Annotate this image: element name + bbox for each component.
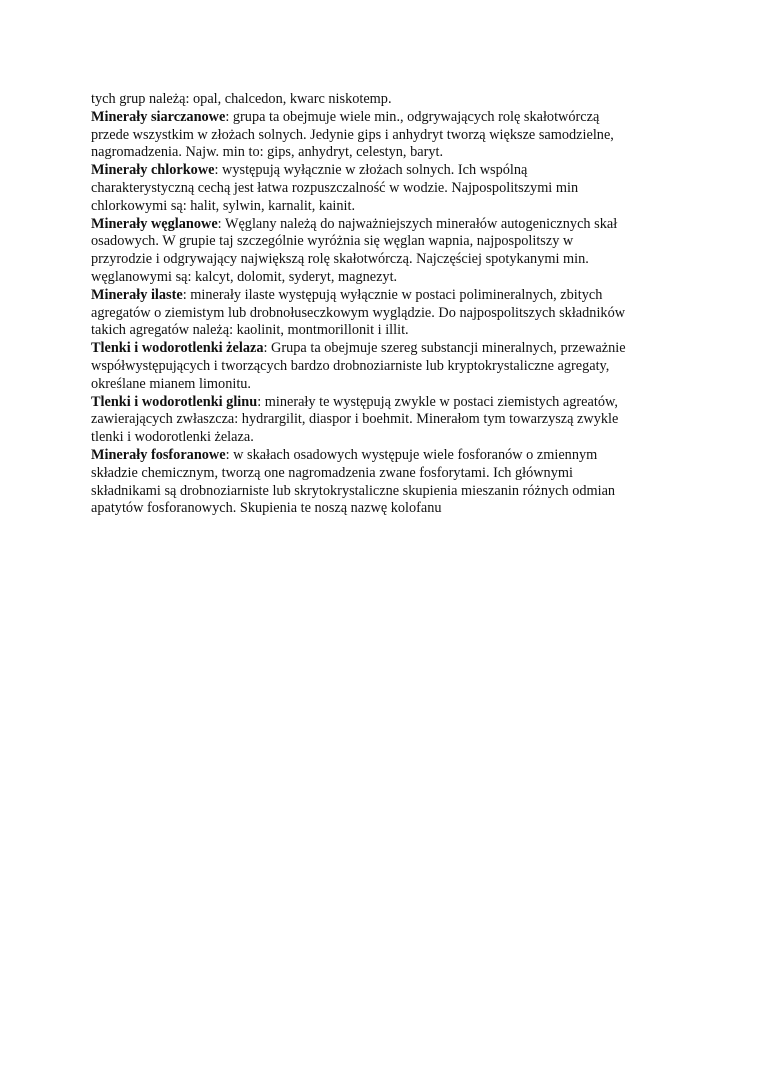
section-text: : minerały ilaste występują wyłącznie w postaci polimineralnych, zbitych agregatów o ziemistym lub drobnołuseczkowym wyglądzie. Do najpospolitszych składników takich agregatów należą: kaolinit, montmorillonit i illit. <box>91 286 626 339</box>
section-term: Minerały ilaste <box>91 286 183 303</box>
section-text: : w skałach osadowych występuje wiele fosforanów o zmiennym składzie chemicznym, tworzą one nagromadzenia zwane fosforytami. Ich głównymi składnikami są drobnoziarniste lub skrytokrystaliczne skupienia mieszanin różnych odmian apatytów fosforanowych. Skupienia te noszą nazwę kolofanu <box>91 446 616 517</box>
section-term: Minerały węglanowe <box>91 215 218 232</box>
section-text: : występują wyłącznie w złożach solnych. Ich wspólną charakterystyczną cechą jest łatwa rozpuszczalność w wodzie. Najpospolitszymi min chlorkowymi są: halit, sylwin, karnalit, kainit. <box>91 162 579 214</box>
section-text: : grupa ta obejmuje wiele min., odgrywających rolę skałotwórczą przede wszystkim w złożach solnych. Jedynie gips i anhydryt tworzą większe samodzielne, nagromadzenia. Najw. min to: gips, anhydryt, celestyn, baryt. <box>91 108 614 161</box>
section-text: : Grupa ta obejmuje szereg substancji mineralnych, przeważnie współwystępujących i tworzących bardzo drobnoziarniste lub kryptokrystaliczne agregaty, określane mianem limonitu. <box>91 340 626 392</box>
section-term: Tlenki i wodorotlenki glinu <box>91 393 258 410</box>
section-carbonate-minerals <box>91 216 671 287</box>
section-text: : minerały te występują zwykle w postaci ziemistych agreatów, zawierających zwłaszcza: hydrargilit, diaspor i boehmit. Minerałom tym towarzyszą zwykle tlenki i wodorotlenki żelaza. <box>91 393 619 446</box>
section-term: Minerały siarczanowe <box>91 108 226 125</box>
intro-paragraph <box>91 91 671 109</box>
section-term: Minerały chlorkowe <box>91 162 215 179</box>
section-sulfate-minerals <box>91 109 671 162</box>
section-clay-minerals <box>91 287 671 340</box>
section-phosphate-minerals <box>91 447 671 518</box>
section-term: Minerały fosforanowe <box>91 446 226 463</box>
document-body <box>91 91 671 518</box>
section-text: : Węglany należą do najważniejszych minerałów autogenicznych skał osadowych. W grupie taj szczególnie wyróżnia się węglan wapnia, najpospolitszy w przyrodzie i odgrywający największą rolę skałotwórczą. Najczęściej spotykanymi min. węglanowymi są: kalcyt, dolomit, syderyt, magnezyt. <box>91 215 618 285</box>
section-chloride-minerals <box>91 162 671 215</box>
section-term: Tlenki i wodorotlenki żelaza <box>91 340 264 357</box>
section-aluminium-oxides <box>91 394 671 447</box>
intro-text: tych grup należą: opal, chalcedon, kwarc niskotemp. <box>91 91 392 107</box>
section-iron-oxides <box>91 340 671 393</box>
